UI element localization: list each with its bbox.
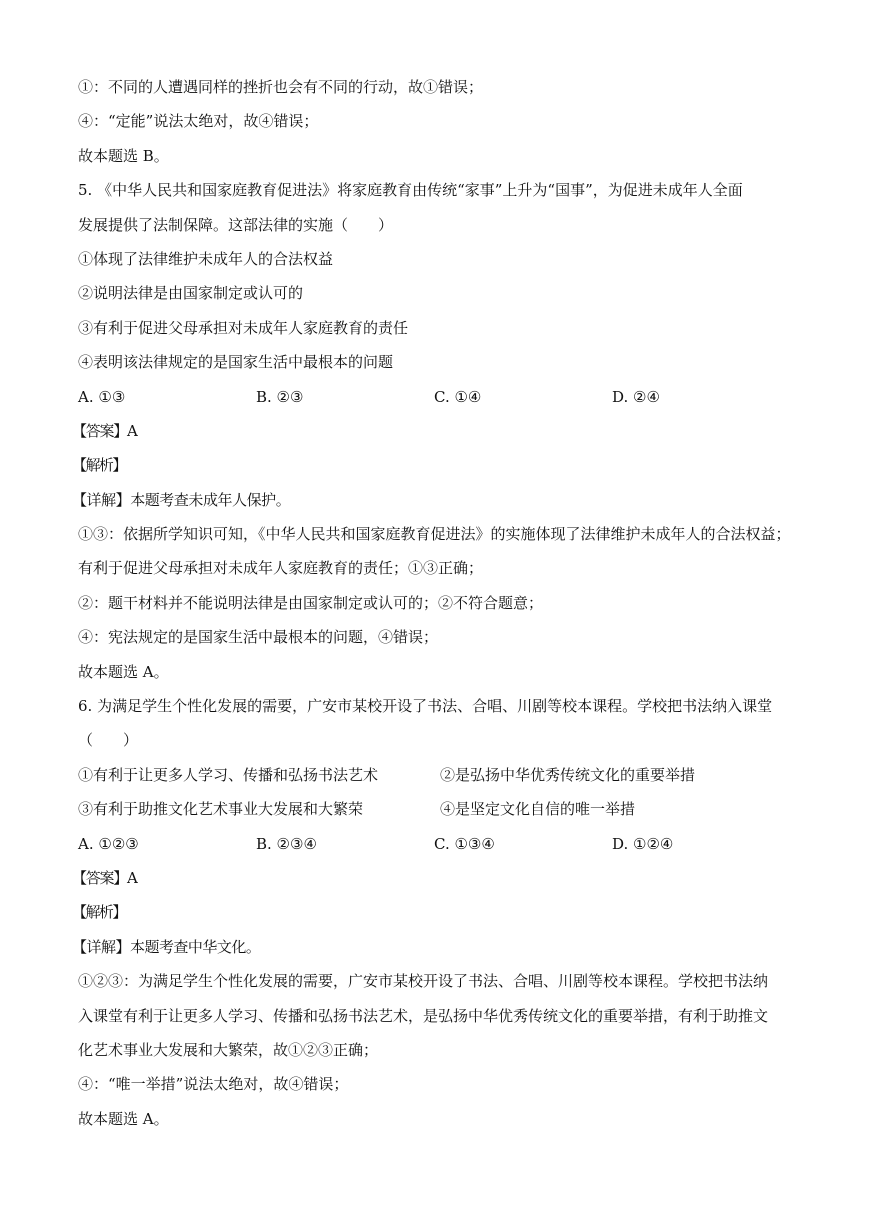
q5-analysis-label: 【解析】 [72, 456, 126, 475]
q6-option-b: B. ②③④ [256, 834, 317, 853]
document-page [72, 70, 798, 1136]
q6-answer: 【答案】A [72, 868, 137, 887]
prev-conclusion: 故本题选 B。 [78, 146, 169, 165]
q5-statement-4: ④表明该法律规定的是国家生活中最根本的问题 [78, 353, 394, 372]
q6-option-c: C. ①③④ [434, 834, 495, 853]
q6-statement-1: ①有利于让更多人学习、传播和弘扬书法艺术 [78, 765, 379, 784]
q5-detail: 【详解】本题考查未成年人保护。 [72, 490, 291, 509]
q6-explanation-4: ④：“唯一举措”说法太绝对，故④错误； [78, 1075, 349, 1094]
q5-explanation-1-line-1: ①③：依据所学知识可知，《中华人民共和国家庭教育促进法》的实施体现了法律维护未成年人的合法权益； [78, 525, 791, 544]
q5-stem-line-1: 5. 《中华人民共和国家庭教育促进法》将家庭教育由传统“家事”上升为“国事”，为促进未成年人全面 [78, 181, 743, 200]
q6-stem-line-2: （ ） [78, 731, 139, 750]
q6-statements-row-2 [78, 792, 798, 826]
q5-option-b: B. ②③ [256, 387, 304, 406]
q5-stem-line-2: 发展提供了法制保障。这部法律的实施（ ） [78, 215, 394, 234]
q5-option-a: A. ①③ [78, 387, 126, 406]
q6-explanation-1-line-2: 入课堂有利于让更多人学习、传播和弘扬书法艺术，是弘扬中华优秀传统文化的重要举措，有利于助推文 [78, 1006, 769, 1025]
q5-statement-3: ③有利于促进父母承担对未成年人家庭教育的责任 [78, 318, 409, 337]
q5-option-c: C. ①④ [434, 387, 482, 406]
q5-answer: 【答案】A [72, 421, 137, 440]
q6-statement-3: ③有利于助推文化艺术事业大发展和大繁荣 [78, 800, 364, 819]
q6-statements-row-1 [78, 758, 798, 792]
q6-statement-2: ②是弘扬中华优秀传统文化的重要举措 [440, 765, 696, 784]
q6-option-a: A. ①②③ [78, 834, 139, 853]
q5-option-d: D. ②④ [612, 387, 660, 406]
q5-explanation-2: ②：题干材料并不能说明法律是由国家制定或认可的；②不符合题意； [78, 593, 544, 612]
q5-statement-2: ②说明法律是由国家制定或认可的 [78, 284, 304, 303]
q5-conclusion: 故本题选 A。 [78, 662, 169, 681]
q6-statement-4: ④是坚定文化自信的唯一举措 [440, 800, 636, 819]
prev-explanation-1: ①：不同的人遭遇同样的挫折也会有不同的行动，故①错误； [78, 78, 484, 96]
q6-option-d: D. ①②④ [612, 834, 674, 853]
q6-detail: 【详解】本题考查中华文化。 [72, 937, 261, 956]
q5-statement-1: ①体现了法律维护未成年人的合法权益 [78, 249, 334, 268]
q5-explanation-1-line-2: 有利于促进父母承担对未成年人家庭教育的责任；①③正确； [78, 559, 484, 578]
q6-explanation-1-line-3: 化艺术事业大发展和大繁荣，故①②③正确； [78, 1040, 379, 1059]
q5-options [78, 380, 798, 414]
q6-options [78, 827, 798, 861]
q6-explanation-1-line-1: ①②③：为满足学生个性化发展的需要，广安市某校开设了书法、合唱、川剧等校本课程。学校把书法纳 [78, 972, 769, 991]
prev-explanation-4: ④：“定能”说法太绝对，故④错误； [78, 112, 319, 131]
q6-analysis-label: 【解析】 [72, 903, 126, 922]
q5-explanation-4: ④：宪法规定的是国家生活中最根本的问题，④错误； [78, 628, 439, 647]
q6-stem-line-1: 6. 为满足学生个性化发展的需要，广安市某校开设了书法、合唱、川剧等校本课程。学校把书法纳入课堂 [78, 697, 773, 716]
q6-conclusion: 故本题选 A。 [78, 1109, 169, 1128]
